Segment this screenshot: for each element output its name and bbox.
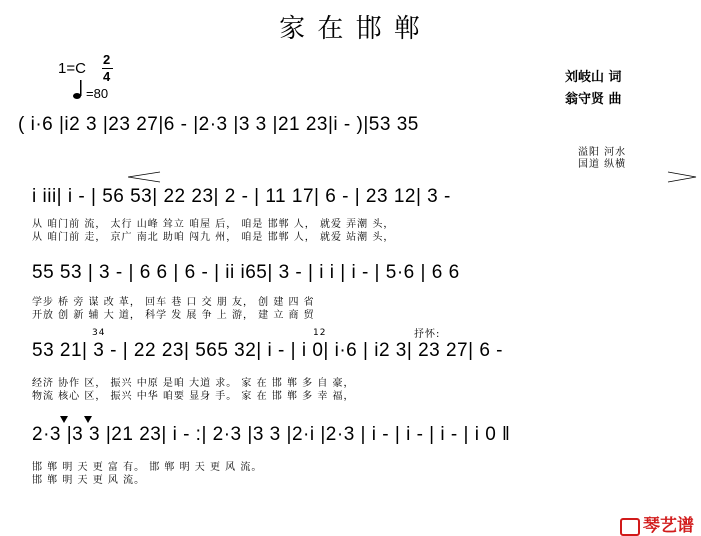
crescendo-mark [128, 168, 701, 187]
score-row-1-notes: ( i·6 |i2 3 |23 27|6 - |2·3 |3 3 |21 23|i - )|53 35 [18, 114, 419, 135]
score-row-2-lyric-b: 从 咱门前 走， 京广 南北 助咱 闯九 州， 咱是 邯郸 人， 就爱 站潮 头， [32, 232, 395, 243]
score-row-5-lyric-b: 邯 郸 明 天 更 风 流。 [32, 475, 146, 486]
site-watermark: 琴艺谱 [620, 511, 694, 536]
song-title: 家 在 邯 郸 [279, 14, 422, 44]
time-signature-numerator: 2 [103, 52, 111, 67]
marking-34: 34 [92, 328, 106, 338]
score-row-4-lyric-b: 物流 核心 区， 振兴 中华 咱要 显身 手。 家 在 邯 郸 多 幸 福， [32, 391, 355, 402]
expression-cue: 抒怀: [414, 329, 441, 340]
composer-credit: 翁守贤 曲 [565, 92, 622, 107]
key-signature: 1=C [58, 60, 86, 77]
tempo-marking: =80 [86, 86, 109, 101]
score-row-4-notes: 53 21| 3 - | 22 23| 565 32| i - | i 0| i·6 | i2 3| 23 27| 6 - [32, 340, 504, 361]
score-row-2-lyric-a: 从 咱门前 流， 太行 山峰 耸立 咱屋 后， 咱是 邯郸 人， 就爱 弄潮 头， [32, 219, 395, 230]
marking-12: 12 [313, 328, 327, 338]
score-row-2-notes: i iii| i - | 56 53| 22 23| 2 - | 11 17| 6 - | 23 12| 3 - [32, 186, 451, 207]
score-row-3-notes: 55 53 | 3 - | 6 6 | 6 - | ii i65| 3 - | i i | i - | 5·6 | 6 6 [32, 262, 460, 283]
time-signature-denominator: 4 [103, 69, 111, 84]
score-row-5-notes: 2·3 |3 3 |21 23| i - :| 2·3 |3 3 |2·i |2·3 | i - | i - | i - | i 0 ‖ [32, 424, 511, 445]
watermark-logo-icon [620, 518, 640, 536]
quarter-note-icon [73, 80, 85, 104]
score-row-1-lyric-b: 国道 纵横 [578, 159, 627, 170]
score-row-4-lyric-a: 经济 协作 区， 振兴 中原 是咱 大道 求。 家 在 邯 郸 多 自 豪， [32, 378, 355, 389]
lyricist-credit: 刘岐山 词 [565, 70, 622, 85]
score-row-1-lyric-a: 溢阳 河水 [578, 147, 627, 158]
score-row-3-lyric-a: 学步 桥 旁 谋 改 革， 回车 巷 口 交 朋 友， 创 建 四 省 [32, 297, 315, 308]
score-row-5-lyric-a: 邯 郸 明 天 更 富 有。 邯 郸 明 天 更 风 流。 [32, 462, 263, 473]
score-row-3-lyric-b: 开放 创 新 辅 大 道， 科学 发 展 争 上 游， 建 立 商 贸 [32, 310, 315, 321]
